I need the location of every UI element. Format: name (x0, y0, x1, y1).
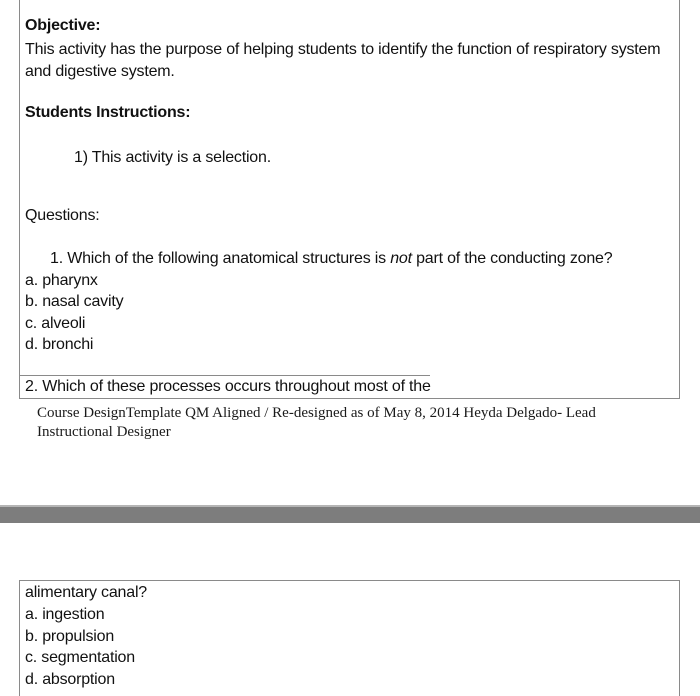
question-2-option-c: c. segmentation (25, 649, 135, 666)
question-1-emphasis: not (390, 250, 412, 267)
instructions-heading: Students Instructions: (25, 104, 191, 121)
question-2-text-part2: alimentary canal? (25, 584, 147, 601)
question-1-option-b: b. nasal cavity (25, 293, 124, 310)
objective-text-line1: This activity has the purpose of helping students to identify the function of respiratory system (25, 41, 661, 58)
question-1-text (50, 249, 612, 269)
question-separator (19, 375, 430, 376)
question-1-prefix: 1. Which of the following anatomical structures is (50, 250, 391, 267)
instruction-item-1: 1) This activity is a selection. (74, 149, 271, 166)
question-2-option-d: d. absorption (25, 671, 115, 688)
question-1-suffix: part of the conducting zone? (411, 250, 613, 267)
question-1-option-a: a. pharynx (25, 272, 98, 289)
page-footer (37, 404, 596, 442)
question-2-option-a: a. ingestion (25, 606, 105, 623)
objective-text-line2: and digestive system. (25, 63, 175, 80)
question-1-option-d: d. bronchi (25, 336, 94, 353)
footer-line1: Course DesignTemplate QM Aligned / Re-designed as of May 8, 2014 Heyda Delgado- Lead (37, 405, 596, 421)
page-break-bar (0, 507, 700, 523)
question-2-text-part1: 2. Which of these processes occurs throughout most of the (25, 378, 431, 395)
objective-heading: Objective: (25, 17, 101, 34)
question-2-option-b: b. propulsion (25, 628, 115, 645)
questions-heading: Questions: (25, 207, 100, 224)
question-1-option-c: c. alveoli (25, 315, 86, 332)
footer-line2: Instructional Designer (37, 424, 171, 440)
